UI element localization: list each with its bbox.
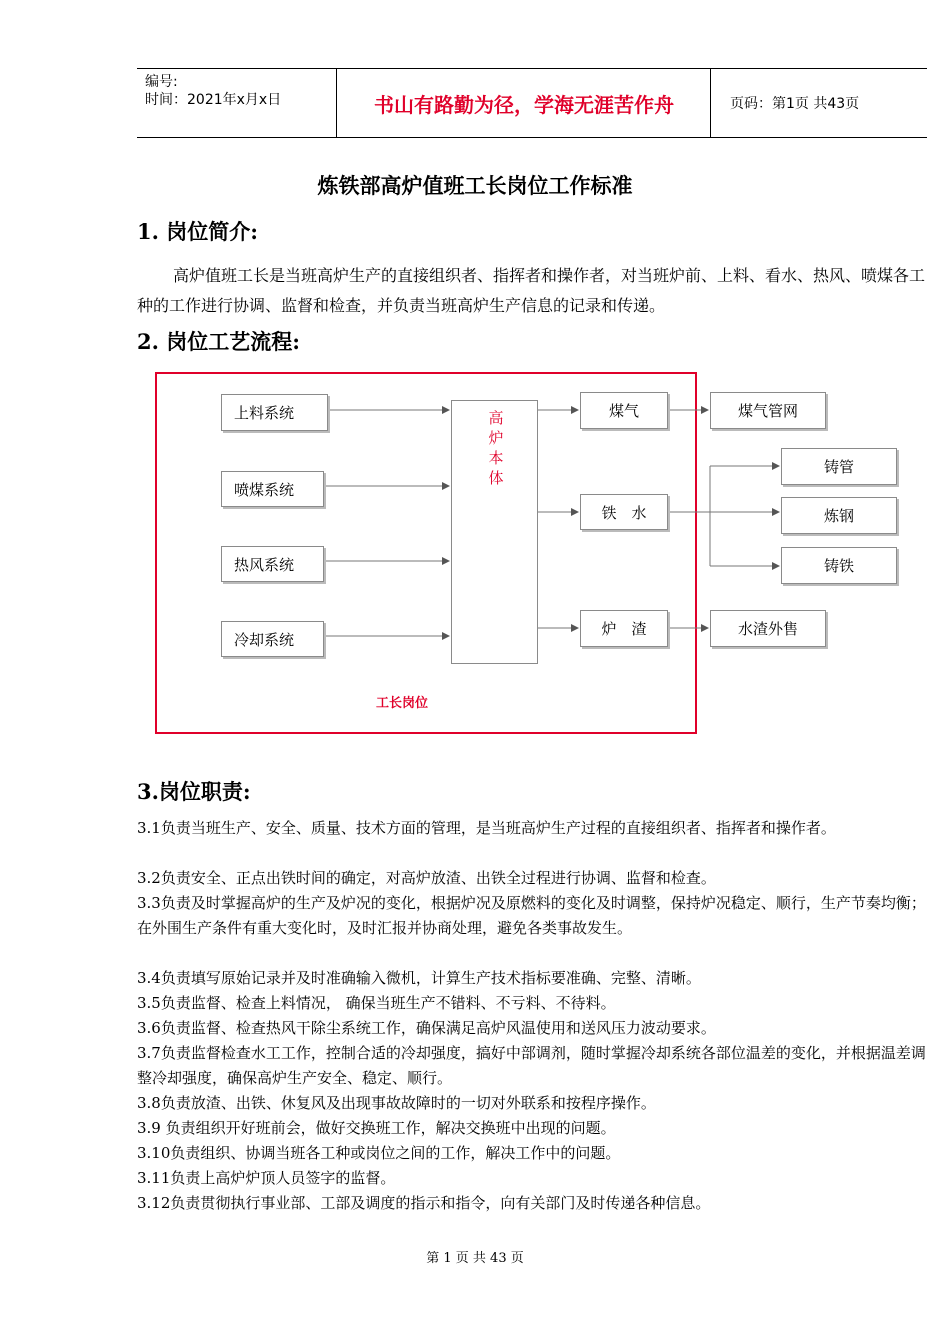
time-label: 时间：2021年x月x日 <box>145 92 282 108</box>
coal-injection-box: 喷煤系统 <box>221 471 324 507</box>
gas-network-box: 煤气管网 <box>710 392 826 429</box>
section1-heading: 1. 岗位简介: <box>137 219 258 244</box>
cooling-system-box: 冷却系统 <box>221 621 324 657</box>
gas-box: 煤气 <box>580 392 668 429</box>
hot-blast-box: 热风系统 <box>221 546 324 582</box>
duty-item: 3.9 负责组织开好班前会，做好交换班工作，解决交换班中出现的问题。 <box>137 1119 616 1137</box>
duty-item: 3.1负责当班生产、安全、质量、技术方面的管理，是当班高炉生产过程的直接组织者、指挥者和操作者。 <box>137 819 836 837</box>
duty-item: 3.10负责组织、协调当班各工种或岗位之间的工作，解决工作中的问题。 <box>137 1144 621 1162</box>
foreman-post-label: 工长岗位 <box>376 696 429 711</box>
duty-item: 3.8负责放渣、出铁、休复风及出现事故故障时的一切对外联系和按程序操作。 <box>137 1094 656 1112</box>
duty-item: 3.11负责上高炉炉顶人员签字的监督。 <box>137 1169 396 1187</box>
duty-item: 3.12负责贯彻执行事业部、工部及调度的指示和指令，向有关部门及时传递各种信息。 <box>137 1194 711 1212</box>
feed-system-box: 上料系统 <box>221 394 328 431</box>
duty-item: 3.3负责及时掌握高炉的生产及炉况的变化，根据炉况及原燃料的变化及时调整，保持炉况稳定、顺行，生产节奏均衡；在外围生产条件有重大变化时，及时汇报并协商处理，避免各类事故发生。 <box>137 894 926 937</box>
document-title: 炼铁部高炉值班工长岗位工作标准 <box>317 173 633 198</box>
pig-iron-box: 铸铁 <box>781 547 897 584</box>
duty-item: 3.7负责监督检查水工工作，控制合适的冷却强度，搞好中部调剂，随时掌握冷却系统各部位温差的变化，并根据温差调整冷却强度，确保高炉生产安全、稳定、顺行。 <box>137 1044 926 1087</box>
section1-text: 高炉值班工长是当班高炉生产的直接组织者、指挥者和操作者，对当班炉前、上料、看水、热风、喷煤各工种的工作进行协调、监督和检查，并负责当班高炉生产信息的记录和传递。 <box>137 266 926 315</box>
duty-item: 3.6负责监督、检查热风干除尘系统工作，确保满足高炉风温使用和送风压力波动要求。 <box>137 1019 716 1037</box>
pipe-casting-box: 铸管 <box>781 448 897 485</box>
section2-heading: 2. 岗位工艺流程: <box>137 329 300 354</box>
furnace-body-label: 高炉本体 <box>488 409 504 487</box>
duty-item: 3.5负责监督、检查上料情况， 确保当班生产不错料、不亏料、不待料。 <box>137 994 616 1012</box>
slag-sale-box: 水渣外售 <box>710 610 826 647</box>
motto: 书山有路勤为径，学海无涯苦作舟 <box>338 69 711 137</box>
slag-box: 炉 渣 <box>580 610 668 647</box>
page-info-text: 页码：第1页 共43页 <box>730 96 860 112</box>
steelmaking-box: 炼钢 <box>781 497 897 534</box>
page-footer: 第 1 页 共 43 页 <box>426 1251 524 1266</box>
duty-item: 3.4负责填写原始记录并及时准确输入微机，计算生产技术指标要准确、完整、清晰。 <box>137 969 701 987</box>
number-label: 编号: <box>145 74 178 90</box>
section3-heading: 3.岗位职责: <box>137 779 251 804</box>
molten-iron-box: 铁 水 <box>580 494 668 530</box>
duty-item: 3.2负责安全、正点出铁时间的确定，对高炉放渣、出铁全过程进行协调、监督和检查。 <box>137 869 716 887</box>
